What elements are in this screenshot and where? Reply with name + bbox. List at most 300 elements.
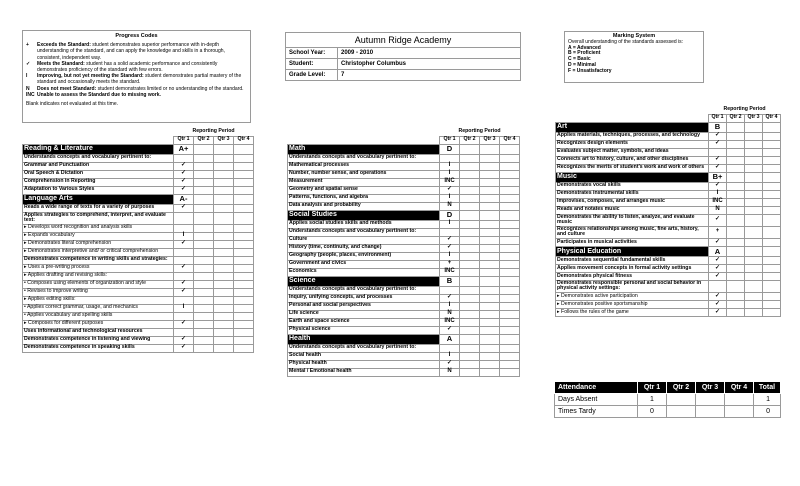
standard-mark-q1: ✓ xyxy=(174,178,194,186)
standard-label: Oral Speech & Dictation xyxy=(23,170,174,178)
standard-label: Demonstrates the ability to listen, analyze, and evaluate music xyxy=(556,214,709,226)
standard-row xyxy=(556,156,781,164)
standard-label: Earth and space science xyxy=(288,318,440,326)
grade-cell-q3 xyxy=(745,256,763,264)
grade-cell-q3 xyxy=(745,140,763,148)
grade-cell-q4 xyxy=(234,328,254,336)
standard-row xyxy=(23,256,254,264)
subject-section-row xyxy=(288,276,520,286)
standard-mark-q1: ✓ xyxy=(709,140,727,148)
standard-row xyxy=(23,212,254,224)
quarter-header-q1: Qtr 1 xyxy=(709,114,727,122)
standard-row xyxy=(288,368,520,376)
standard-row xyxy=(23,232,254,240)
standard-row xyxy=(288,302,520,310)
standard-mark-q1: INC xyxy=(440,268,460,276)
grade-cell-q4 xyxy=(234,144,254,154)
grade-cell-q3 xyxy=(745,272,763,280)
subject-grade-q1: A xyxy=(709,246,727,256)
reporting-period-label: Reporting Period xyxy=(723,106,766,113)
subject-grade-q1: B xyxy=(709,122,727,132)
standard-label: Geometry and spatial sense xyxy=(288,186,440,194)
standard-label: Demonstrates competence in listening and viewing xyxy=(23,336,174,344)
grade-cell-q4 xyxy=(234,288,254,296)
standard-label: Recognizes the merits of student's work and work of others xyxy=(556,164,709,172)
grade-cell-q4 xyxy=(763,272,781,280)
grade-cell-q4 xyxy=(763,156,781,164)
grade-cell-q4 xyxy=(763,190,781,198)
grade-cell-q2 xyxy=(194,232,214,240)
standard-row xyxy=(288,244,520,252)
grade-cell-q3 xyxy=(745,293,763,301)
attendance-table xyxy=(554,381,781,418)
grade-cell-q3 xyxy=(480,154,500,162)
grade-cell-q3 xyxy=(480,368,500,376)
grade-cell-q4 xyxy=(234,162,254,170)
standard-label: Inquiry, unifying concepts, and processes xyxy=(288,294,440,302)
subject-title: Social Studies xyxy=(288,210,440,220)
standard-label: Number, number sense, and operations xyxy=(288,170,440,178)
attendance-row-tardy xyxy=(555,406,781,418)
grade-cell-q2 xyxy=(194,344,214,352)
grade-cell-q3 xyxy=(214,328,234,336)
standard-label: Applies social studies skills and methods xyxy=(288,220,440,228)
grade-cell-q2 xyxy=(194,336,214,344)
student-value: Christopher Columbus xyxy=(338,59,521,70)
standard-label: Measurement xyxy=(288,178,440,186)
standard-label: Patterns, functions, and algebra xyxy=(288,194,440,202)
grade-cell-q3 xyxy=(214,272,234,280)
reporting-period-spacer xyxy=(23,129,174,136)
standard-row xyxy=(556,293,781,301)
grade-cell-q3 xyxy=(480,162,500,170)
grade-cell-q3 xyxy=(745,132,763,140)
standard-label: ▸ Develops word recognition and analysis skills xyxy=(23,224,174,232)
attendance-row-absent xyxy=(555,394,781,406)
progress-codes-note: Blank indicates not evaluated at this time. xyxy=(26,101,118,108)
standard-mark-q1: ✓ xyxy=(440,186,460,194)
grade-cell-q4 xyxy=(763,280,781,292)
grade-cell-q3 xyxy=(214,204,234,212)
grade-cell-q2 xyxy=(194,194,214,204)
grade-cell-q4 xyxy=(234,204,254,212)
subject-title: Physical Education xyxy=(556,246,709,256)
standard-label: Demonstrates responsible personal and social behavior in physical activity settings: xyxy=(556,280,709,292)
grade-cell-q3 xyxy=(480,220,500,228)
grade-cell-q2 xyxy=(194,264,214,272)
grade-cell-q4 xyxy=(500,144,520,154)
standard-mark-q1: N xyxy=(709,206,727,214)
standard-row xyxy=(288,310,520,318)
standard-label: ▸ Applies drafting and revising skills: xyxy=(23,272,174,280)
subject-section-row xyxy=(23,194,254,204)
grade-cell-q2 xyxy=(194,296,214,304)
attendance-header-q4: Qtr 4 xyxy=(725,382,754,394)
grade-cell-q3 xyxy=(480,260,500,268)
standard-mark-q1: ✓ xyxy=(174,280,194,288)
standard-row xyxy=(23,272,254,280)
progress-code-name: Exceeds the Standard: xyxy=(37,42,91,49)
standard-label: Adaptation to Various Styles xyxy=(23,186,174,194)
standard-row xyxy=(556,206,781,214)
quarter-header-q2: Qtr 2 xyxy=(460,136,480,144)
subject-section-row xyxy=(288,210,520,220)
school-info-table xyxy=(285,32,521,81)
standard-mark-q1: ✓ xyxy=(174,186,194,194)
standard-row xyxy=(288,294,520,302)
grades-table-core xyxy=(287,129,520,377)
standard-row xyxy=(288,360,520,368)
grade-cell-q2 xyxy=(727,164,745,172)
standard-mark-q1: I xyxy=(440,220,460,228)
grade-cell-q4 xyxy=(763,256,781,264)
standard-label: Understands concepts and vocabulary pertinent to: xyxy=(288,286,440,294)
standard-row xyxy=(23,264,254,272)
grade-cell-q4 xyxy=(234,154,254,162)
grade-cell-q4 xyxy=(234,194,254,204)
school-name: Autumn Ridge Academy xyxy=(286,33,521,48)
standard-label: Demonstrates competence in speaking skills xyxy=(23,344,174,352)
grade-cell-q2 xyxy=(727,226,745,238)
quarter-header-q2: Qtr 2 xyxy=(727,114,745,122)
standard-label: Grammar and Punctuation xyxy=(23,162,174,170)
subject-grade-q1: A- xyxy=(174,194,194,204)
marking-system-title: Marking System xyxy=(612,33,656,39)
standard-row xyxy=(556,301,781,309)
reporting-period-spacer xyxy=(556,107,709,114)
grade-cell-q4 xyxy=(500,276,520,286)
grade-cell-q4 xyxy=(500,252,520,260)
marking-item-d: D = Minimal xyxy=(568,61,596,68)
grade-cell-q2 xyxy=(727,206,745,214)
standard-label: Understands concepts and vocabulary pertinent to: xyxy=(288,154,440,162)
grade-cell-q3 xyxy=(214,186,234,194)
standard-label: Understands concepts and vocabulary pertinent to: xyxy=(288,344,440,352)
standard-row xyxy=(288,220,520,228)
grade-cell-q4 xyxy=(763,214,781,226)
standard-row xyxy=(23,162,254,170)
grade-cell-q4 xyxy=(234,248,254,256)
standard-mark-q1: ✓ xyxy=(174,170,194,178)
standard-label: ▸ Follows the rules of the game xyxy=(556,309,709,317)
grade-cell-q4 xyxy=(500,170,520,178)
grade-cell-q4 xyxy=(234,344,254,352)
grade-cell-q4 xyxy=(234,186,254,194)
grade-cell-q2 xyxy=(727,122,745,132)
standard-label: Comprehension in Reporting xyxy=(23,178,174,186)
grade-cell-q2 xyxy=(194,162,214,170)
grade-cell-q2 xyxy=(194,170,214,178)
days-absent-q4 xyxy=(725,394,754,406)
grade-cell-q2 xyxy=(460,252,480,260)
standard-row xyxy=(288,260,520,268)
grade-cell-q2 xyxy=(460,162,480,170)
subject-title: Art xyxy=(556,122,709,132)
grade-cell-q3 xyxy=(480,318,500,326)
grade-cell-q2 xyxy=(460,302,480,310)
quarter-header-q4: Qtr 4 xyxy=(500,136,520,144)
times-tardy-q2 xyxy=(667,406,696,418)
grade-cell-q3 xyxy=(480,268,500,276)
grade-cell-q4 xyxy=(234,280,254,288)
grade-cell-q2 xyxy=(460,268,480,276)
progress-code-symbol: + xyxy=(26,42,29,49)
progress-code-row xyxy=(26,61,247,73)
standard-row xyxy=(556,132,781,140)
standard-mark-q1: ✓ xyxy=(709,264,727,272)
grade-cell-q3 xyxy=(214,194,234,204)
standard-row xyxy=(288,170,520,178)
grade-cell-q3 xyxy=(480,244,500,252)
grade-cell-q2 xyxy=(460,154,480,162)
grade-cell-q4 xyxy=(234,240,254,248)
standard-row xyxy=(556,309,781,317)
grade-cell-q4 xyxy=(234,272,254,280)
grade-cell-q3 xyxy=(214,212,234,224)
quarter-header-row xyxy=(288,136,520,144)
standard-row xyxy=(288,194,520,202)
standard-mark-q1 xyxy=(440,154,460,162)
standard-row xyxy=(23,280,254,288)
grade-cell-q3 xyxy=(214,256,234,264)
grade-cell-q4 xyxy=(234,224,254,232)
standard-row xyxy=(556,148,781,156)
standard-row xyxy=(23,344,254,352)
subject-title: Language Arts xyxy=(23,194,174,204)
grade-cell-q4 xyxy=(234,336,254,344)
grade-cell-q3 xyxy=(480,286,500,294)
grade-cell-q2 xyxy=(194,204,214,212)
standard-row xyxy=(23,312,254,320)
grade-cell-q4 xyxy=(500,186,520,194)
standard-mark-q1 xyxy=(709,280,727,292)
quarter-header-spacer xyxy=(23,136,174,144)
subject-section-row xyxy=(556,122,781,132)
grade-cell-q4 xyxy=(234,256,254,264)
grade-cell-q2 xyxy=(460,286,480,294)
grade-cell-q2 xyxy=(460,236,480,244)
grade-cell-q3 xyxy=(480,334,500,344)
grade-cell-q2 xyxy=(460,202,480,210)
grade-cell-q2 xyxy=(460,344,480,352)
grade-cell-q2 xyxy=(460,334,480,344)
standard-label: • Applies vocabulary and spelling skills xyxy=(23,312,174,320)
grade-cell-q2 xyxy=(727,301,745,309)
grade-cell-q3 xyxy=(214,240,234,248)
attendance-header-row xyxy=(555,382,781,394)
grade-cell-q4 xyxy=(500,202,520,210)
grade-cell-q4 xyxy=(500,310,520,318)
grade-cell-q2 xyxy=(460,144,480,154)
grade-level-value: 7 xyxy=(338,70,521,81)
grade-cell-q3 xyxy=(214,320,234,328)
standard-row xyxy=(556,190,781,198)
times-tardy-total: 0 xyxy=(754,406,781,418)
standard-label: ▸ Uses a pre-writing process xyxy=(23,264,174,272)
standard-label: Social health xyxy=(288,352,440,360)
grade-cell-q4 xyxy=(234,296,254,304)
school-year-label: School Year: xyxy=(286,48,338,59)
grade-cell-q3 xyxy=(745,206,763,214)
standard-mark-q1 xyxy=(174,224,194,232)
attendance-header-total: Total xyxy=(754,382,781,394)
student-label: Student: xyxy=(286,59,338,70)
progress-code-name: Improving, but not yet meeting the Standard: xyxy=(37,73,144,80)
standard-label: Data analysis and probability xyxy=(288,202,440,210)
standard-mark-q1: I xyxy=(440,352,460,360)
grade-cell-q2 xyxy=(194,248,214,256)
grade-cell-q2 xyxy=(727,198,745,206)
quarter-header-row xyxy=(23,136,254,144)
progress-code-row xyxy=(26,42,247,61)
standard-mark-q1: ✓ xyxy=(174,336,194,344)
progress-code-description: student demonstrates partial mastery of the standard and occasionally meets the standard. xyxy=(37,73,242,86)
grade-cell-q2 xyxy=(727,280,745,292)
grade-cell-q2 xyxy=(194,256,214,264)
marking-system-panel xyxy=(564,31,704,83)
standard-label: Reads and notates music xyxy=(556,206,709,214)
grade-cell-q3 xyxy=(214,248,234,256)
times-tardy-label: Times Tardy xyxy=(555,406,638,418)
grade-cell-q2 xyxy=(727,182,745,190)
grade-cell-q4 xyxy=(234,178,254,186)
grade-cell-q2 xyxy=(460,294,480,302)
times-tardy-q3 xyxy=(696,406,725,418)
standard-mark-q1 xyxy=(174,256,194,264)
standard-row xyxy=(556,226,781,238)
grade-cell-q4 xyxy=(500,294,520,302)
grade-cell-q2 xyxy=(727,190,745,198)
grade-cell-q3 xyxy=(214,304,234,312)
subject-grade-q1: A xyxy=(440,334,460,344)
standard-row xyxy=(556,214,781,226)
grade-cell-q3 xyxy=(214,288,234,296)
grade-cell-q3 xyxy=(214,296,234,304)
days-absent-label: Days Absent xyxy=(555,394,638,406)
standard-row xyxy=(23,248,254,256)
subject-title: Music xyxy=(556,172,709,182)
grade-cell-q3 xyxy=(480,326,500,334)
days-absent-q1: 1 xyxy=(638,394,667,406)
reporting-period-row xyxy=(23,129,254,136)
standard-mark-q1 xyxy=(709,148,727,156)
progress-code-symbol: INC xyxy=(26,91,35,98)
attendance-header-q3: Qtr 3 xyxy=(696,382,725,394)
quarter-header-q1: Qtr 1 xyxy=(440,136,460,144)
grade-cell-q2 xyxy=(460,352,480,360)
progress-codes-list xyxy=(26,42,247,98)
grade-cell-q4 xyxy=(763,206,781,214)
grade-cell-q2 xyxy=(460,186,480,194)
grade-cell-q4 xyxy=(500,326,520,334)
reporting-period-label: Reporting Period xyxy=(192,128,235,135)
days-absent-q3 xyxy=(696,394,725,406)
standard-mark-q1: INC xyxy=(440,318,460,326)
grade-cell-q4 xyxy=(500,210,520,220)
grade-cell-q4 xyxy=(500,344,520,352)
grade-cell-q3 xyxy=(480,178,500,186)
standard-row xyxy=(23,240,254,248)
standard-row xyxy=(288,162,520,170)
standard-label: Recognizes design elements xyxy=(556,140,709,148)
grade-cell-q2 xyxy=(727,140,745,148)
standard-row xyxy=(23,178,254,186)
standard-mark-q1: N xyxy=(440,368,460,376)
grades-table-language xyxy=(22,129,254,353)
standard-mark-q1: N xyxy=(440,202,460,210)
standard-label: ▸ Demonstrates positive sportsmanship xyxy=(556,301,709,309)
grade-cell-q3 xyxy=(214,264,234,272)
standard-mark-q1: ✓ xyxy=(440,326,460,334)
grade-cell-q4 xyxy=(234,212,254,224)
grade-cell-q4 xyxy=(500,286,520,294)
standard-label: Participates in musical activities xyxy=(556,238,709,246)
standard-label: Demonstrates instrumental skills xyxy=(556,190,709,198)
grade-cell-q2 xyxy=(460,326,480,334)
reporting-period-row xyxy=(288,129,520,136)
progress-code-description: student has a solid academic performance and consistently demonstrates proficiency of the standard with few errors. xyxy=(37,60,218,74)
marking-item-f: F = Unsatisfactory xyxy=(568,67,612,74)
standard-row xyxy=(23,186,254,194)
standard-label: Understands concepts and vocabulary pertinent to: xyxy=(288,228,440,236)
standard-row xyxy=(288,178,520,186)
grade-cell-q3 xyxy=(745,301,763,309)
grade-cell-q3 xyxy=(745,238,763,246)
reporting-period-row xyxy=(556,107,781,114)
grade-cell-q3 xyxy=(214,154,234,162)
subject-grade-q1: A+ xyxy=(174,144,194,154)
grade-cell-q3 xyxy=(214,344,234,352)
grade-cell-q4 xyxy=(763,309,781,317)
standard-label: Demonstrates vocal skills xyxy=(556,182,709,190)
standard-mark-q1: I xyxy=(440,302,460,310)
standard-mark-q1: ✓ xyxy=(709,156,727,164)
grade-cell-q4 xyxy=(500,220,520,228)
grade-cell-q4 xyxy=(500,162,520,170)
standard-label: Economics xyxy=(288,268,440,276)
subject-grade-q1: B xyxy=(440,276,460,286)
grade-cell-q4 xyxy=(500,368,520,376)
progress-code-text xyxy=(37,61,247,73)
standard-mark-q1: ✓ xyxy=(174,344,194,352)
standard-row xyxy=(23,224,254,232)
progress-code-symbol: ✓ xyxy=(26,60,31,67)
grade-cell-q2 xyxy=(460,276,480,286)
grade-level-label: Grade Level: xyxy=(286,70,338,81)
standard-mark-q1: ✓ xyxy=(174,320,194,328)
standard-mark-q1: ✓ xyxy=(709,182,727,190)
grade-cell-q2 xyxy=(460,368,480,376)
grade-cell-q3 xyxy=(480,186,500,194)
standard-row xyxy=(288,318,520,326)
grade-cell-q2 xyxy=(194,178,214,186)
grade-cell-q3 xyxy=(480,202,500,210)
grade-cell-q2 xyxy=(727,246,745,256)
standard-mark-q1: ✓ xyxy=(709,238,727,246)
quarter-header-q3: Qtr 3 xyxy=(480,136,500,144)
standard-label: Physical health xyxy=(288,360,440,368)
grade-cell-q3 xyxy=(480,236,500,244)
standard-mark-q1: INC xyxy=(709,198,727,206)
quarter-header-row xyxy=(556,114,781,122)
grade-cell-q2 xyxy=(727,148,745,156)
grade-cell-q2 xyxy=(194,186,214,194)
standard-label: Geography (people, places, environment) xyxy=(288,252,440,260)
grade-cell-q2 xyxy=(727,309,745,317)
grade-cell-q3 xyxy=(745,164,763,172)
standard-row xyxy=(23,170,254,178)
standard-label: ▸ Demonstrates literal comprehension xyxy=(23,240,174,248)
